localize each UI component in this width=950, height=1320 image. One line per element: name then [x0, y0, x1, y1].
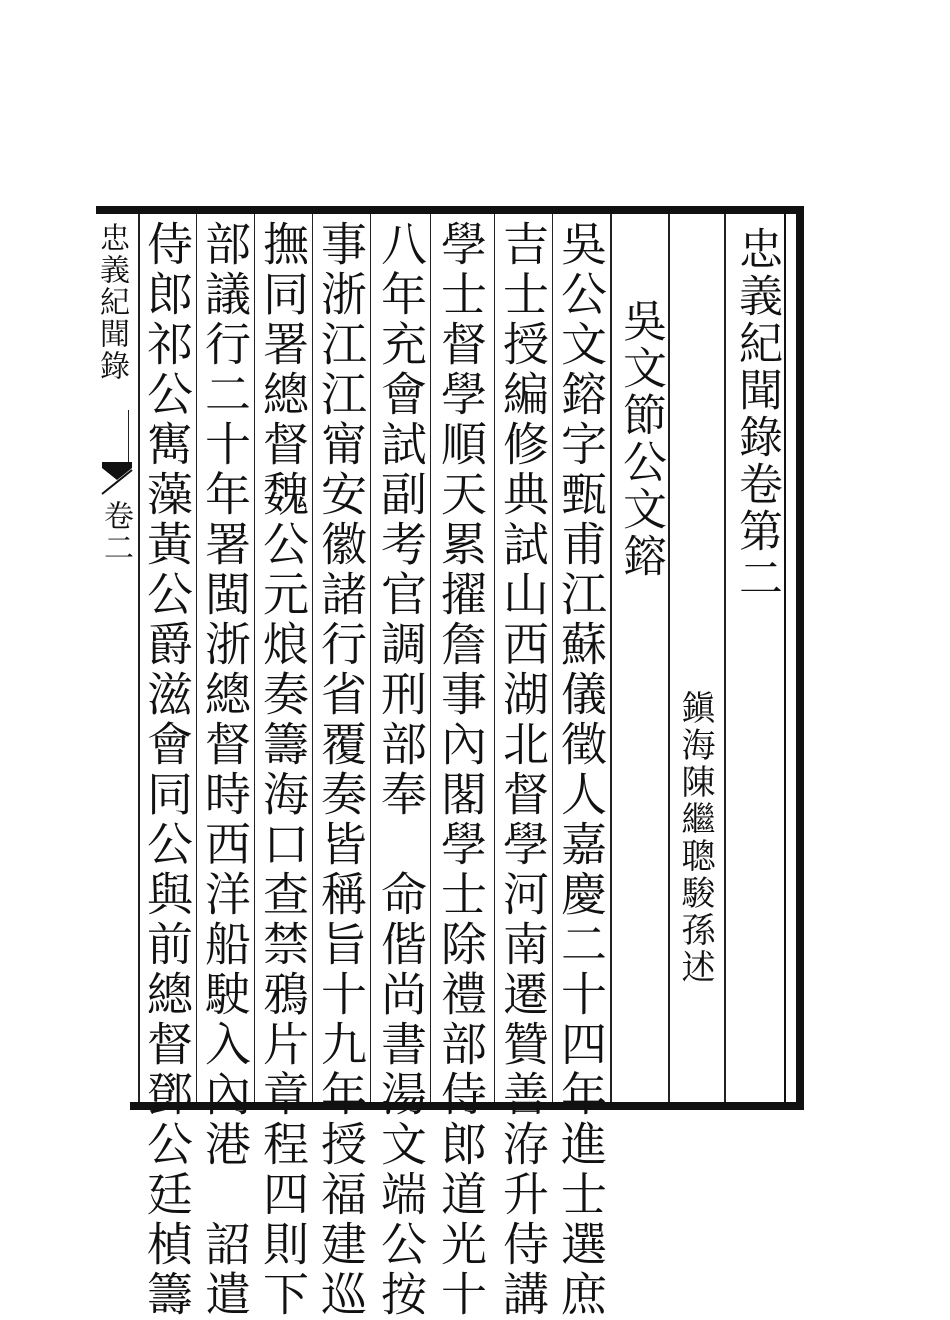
frame-right-border: [796, 206, 804, 1110]
fish-tail-mark: [100, 460, 134, 496]
column-rule: [430, 214, 431, 1102]
column-rule: [494, 214, 495, 1102]
column-rule: [254, 214, 255, 1102]
fold-volume: 卷二: [98, 500, 133, 564]
body-column: 事浙江江甯安徽諸行省覆奏皆稱旨十九年授福建巡: [314, 220, 368, 1320]
column-rule: [196, 214, 197, 1102]
body-column: 吳公文鎔字甄甫江蘇儀徵人嘉慶二十四年進士選庶: [554, 220, 608, 1320]
column-rule: [312, 214, 313, 1102]
body-column: 吉士授編修典試山西湖北督學河南遷贊善洊升侍講: [496, 220, 550, 1320]
body-column: 八年充會試副考官調刑部奉 命偕尚書湯文端公按: [374, 220, 428, 1320]
author-line: 鎭海陳繼聰駿孫述: [675, 690, 715, 986]
frame-right-inner-border: [784, 214, 786, 1102]
column-rule: [370, 214, 371, 1102]
body-column: 部議行二十年署閩浙總督時西洋船駛入內港 詔遣: [198, 220, 252, 1320]
fold-title: 忠義紀聞錄: [94, 222, 129, 382]
body-column: 學士督學順天累擢詹事內閣學士除禮部侍郎道光十: [434, 220, 488, 1320]
column-rule: [724, 214, 726, 1102]
body-column: 侍郎祁公寯藻黃公爵滋會同公與前總督鄧公廷楨籌: [140, 220, 194, 1320]
column-rule: [610, 214, 612, 1102]
body-column: 撫同署總督魏公元烺奏籌海口查禁鴉片章程四則下: [256, 220, 310, 1320]
volume-title: 忠義紀聞錄卷第二: [731, 226, 782, 602]
section-heading: 吳文節公文鎔: [615, 298, 666, 580]
column-rule: [668, 214, 670, 1102]
column-rule: [552, 214, 553, 1102]
frame-top-border: [96, 206, 804, 214]
